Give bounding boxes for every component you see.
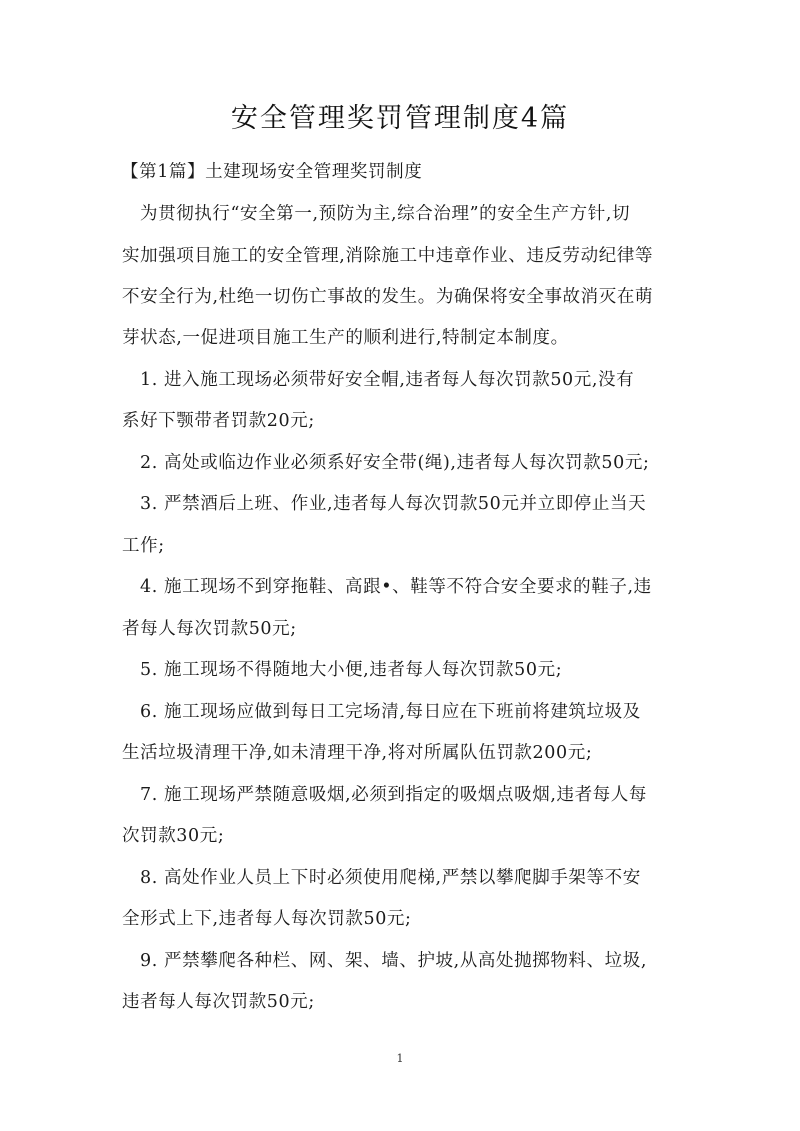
rule-2-line-1: 2. 高处或临边作业必须系好安全带(绳),违者每人每次罚款50元; <box>140 453 650 473</box>
document-title: 安全管理奖罚管理制度4篇 <box>230 103 570 134</box>
rule-3-line-1: 3. 严禁酒后上班、作业,违者每人每次罚款50元并立即停止当天 <box>140 494 647 514</box>
rule-7-line-1: 7. 施工现场严禁随意吸烟,必须到指定的吸烟点吸烟,违者每人每 <box>140 785 647 805</box>
rule-1-line-1: 1. 进入施工现场必须带好安全帽,违者每人每次罚款50元,没有 <box>140 370 635 390</box>
rule-4-line-2: 者每人每次罚款50元; <box>122 619 297 639</box>
rule-1-line-2: 系好下颚带者罚款20元; <box>122 411 315 431</box>
page-number: 1 <box>396 1052 404 1065</box>
rule-9-line-1: 9. 严禁攀爬各种栏、网、架、墙、护坡,从高处抛掷物料、垃圾, <box>140 951 647 971</box>
rule-8-line-2: 全形式上下,违者每人每次罚款50元; <box>122 909 412 929</box>
intro-line-3: 不安全行为,杜绝一切伤亡事故的发生。为确保将安全事故消灭在萌 <box>122 287 654 307</box>
rule-5-line-1: 5. 施工现场不得随地大小便,违者每人每次罚款50元; <box>140 660 563 680</box>
rule-6-line-1: 6. 施工现场应做到每日工完场清,每日应在下班前将建筑垃圾及 <box>140 702 641 722</box>
rule-7-line-2: 次罚款30元; <box>122 826 225 846</box>
rule-6-line-2: 生活垃圾清理干净,如未清理干净,将对所属队伍罚款200元; <box>122 743 593 763</box>
rule-4-line-1: 4. 施工现场不到穿拖鞋、高跟•、鞋等不符合安全要求的鞋子,违 <box>140 577 652 597</box>
intro-line-4: 芽状态,一促进项目施工生产的顺利进行,特制定本制度。 <box>122 328 569 348</box>
intro-line-1: 为贯彻执行“安全第一,预防为主,综合治理”的安全生产方针,切 <box>140 204 631 224</box>
rule-3-line-2: 工作; <box>122 536 165 556</box>
rule-9-line-2: 违者每人每次罚款50元; <box>122 992 315 1012</box>
section-heading: 【第1篇】土建现场安全管理奖罚制度 <box>121 162 423 182</box>
intro-line-2: 实加强项目施工的安全管理,消除施工中违章作业、违反劳动纪律等 <box>122 246 654 266</box>
rule-8-line-1: 8. 高处作业人员上下时必须使用爬梯,严禁以攀爬脚手架等不安 <box>140 868 641 888</box>
